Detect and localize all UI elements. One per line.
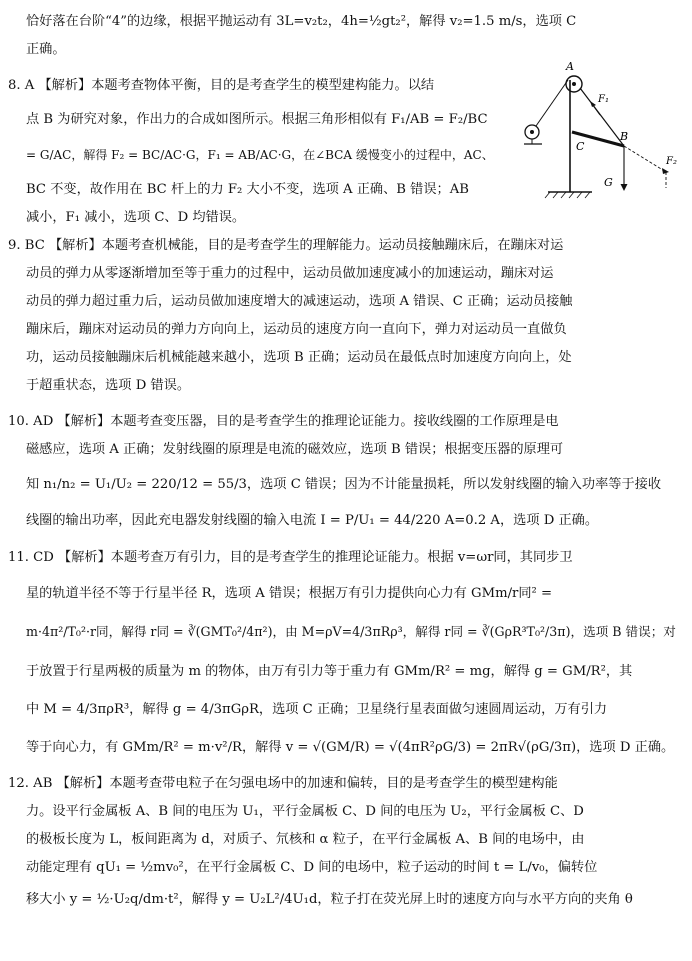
text-line: 星的轨道半径不等于行星半径 R，选项 A 错误；根据万有引力提供向心力有 GMm/r同² = — [26, 586, 553, 601]
label-f1: F₁ — [598, 94, 609, 105]
text-line: m·4π²/T₀²·r同，解得 r同 = ∛(GMT₀²/4π²)，由 M=ρV=4/3πRρ³，解得 r同 = ∛(GρR³T₀²/3π)，选项 B 错误；对 — [26, 624, 676, 639]
text-line: 中 M = 4/3πρR³，解得 g = 4/3πGρR，选项 C 正确；卫星绕行星表面做匀速圆周运动，万有引力 — [26, 702, 608, 717]
text-line: 的极板长度为 L，板间距离为 d，对质子、氘核和 α 粒子，在平行金属板 A、B 间的电场中，由 — [26, 832, 585, 847]
text-line: 等于向心力，有 GMm/R² = m·v²/R，解得 v = √(GM/R) = √(4πR²ρG/3) = 2πR√(ρG/3π)，选项 D 正确。 — [26, 740, 675, 755]
text-line: 恰好落在台阶“4”的边缘，根据平抛运动有 3L=v₂t₂，4h=½gt₂²，解得 v₂=1.5 m/s，选项 C — [26, 14, 577, 29]
text-line: 正确。 — [26, 42, 66, 57]
text-line: 12. AB 【解析】本题考查带电粒子在匀强电场中的加速和偏转，目的是考查学生的模型建构能 — [8, 776, 558, 791]
text-line: 于放置于行星两极的质量为 m 的物体，由万有引力等于重力有 GMm/R² = mg，解得 g = GM/R²，其 — [26, 664, 633, 679]
text-line: 动员的弹力从零逐渐增加至等于重力的过程中，运动员做加速度减小的加速运动，蹦床对运 — [26, 266, 554, 281]
text-line: 于超重状态，选项 D 错误。 — [26, 378, 191, 393]
text-line: 知 n₁/n₂ = U₁/U₂ = 220/12 = 55/3，选项 C 错误；因为不计能量损耗，所以发射线圈的输入功率等于接收 — [26, 477, 662, 492]
text-line: 10. AD 【解析】本题考查变压器，目的是考查学生的推理论证能力。接收线圈的工作原理是电 — [8, 414, 559, 429]
text-line: 功，运动员接触蹦床后机械能越来越小，选项 B 正确；运动员在最低点时加速度方向向上，处 — [26, 350, 572, 365]
label-a: A — [566, 60, 574, 73]
text-line: 磁感应，选项 A 正确；发射线圈的原理是电流的磁效应，选项 B 错误；根据变压器的原理可 — [26, 442, 564, 457]
text-line: 9. BC 【解析】本题考查机械能，目的是考查学生的理解能力。运动员接触蹦床后，在蹦床对运 — [8, 238, 564, 253]
text-line: 动员的弹力超过重力后，运动员做加速度增大的减速运动，选项 A 错误、C 正确；运动员接触 — [26, 294, 573, 309]
label-f2: F₂ — [666, 156, 677, 167]
text-line: 减小，F₁ 减小，选项 C、D 均错误。 — [26, 210, 246, 225]
text-line: 点 B 为研究对象，作出力的合成如图所示。根据三角形相似有 F₁/AB = F₂/BC — [26, 112, 488, 127]
text-line: 蹦床后，蹦床对运动员的弹力方向向上，运动员的速度方向一直向下，弹力对运动员一直做负 — [26, 322, 567, 337]
text-line: 移大小 y = ½·U₂q/dm·t²，解得 y = U₂L²/4U₁d，粒子打在荧光屏上时的速度方向与水平方向的夹角 θ — [26, 892, 633, 907]
text-line: 力。设平行金属板 A、B 间的电压为 U₁，平行金属板 C、D 间的电压为 U₂，平行金属板 C、D — [26, 804, 584, 819]
text-line: 线圈的输出功率，因此充电器发射线圈的输入电流 I = P/U₁ = 44/220 A=0.2 A，选项 D 正确。 — [26, 513, 599, 528]
text-line: = G/AC，解得 F₂ = BC/AC·G，F₁ = AB/AC·G，在∠BCA 缓慢变小的过程中，AC、 — [26, 148, 494, 162]
label-b: B — [620, 130, 629, 143]
label-g: G — [604, 176, 613, 189]
text-line: BC 不变，故作用在 BC 杆上的力 F₂ 大小不变，选项 A 正确、B 错误；AB — [26, 182, 469, 197]
text-line: 8. A 【解析】本题考查物体平衡，目的是考查学生的模型建构能力。以结 — [8, 78, 435, 93]
text-line: 动能定理有 qU₁ = ½mv₀²，在平行金属板 C、D 间的电场中，粒子运动的时间 t = L/v₀，偏转位 — [26, 860, 598, 875]
text-line: 11. CD 【解析】本题考查万有引力，目的是考查学生的推理论证能力。根据 v=ωr同，其同步卫 — [8, 550, 573, 565]
label-c: C — [576, 140, 585, 153]
force-diagram — [520, 60, 680, 200]
